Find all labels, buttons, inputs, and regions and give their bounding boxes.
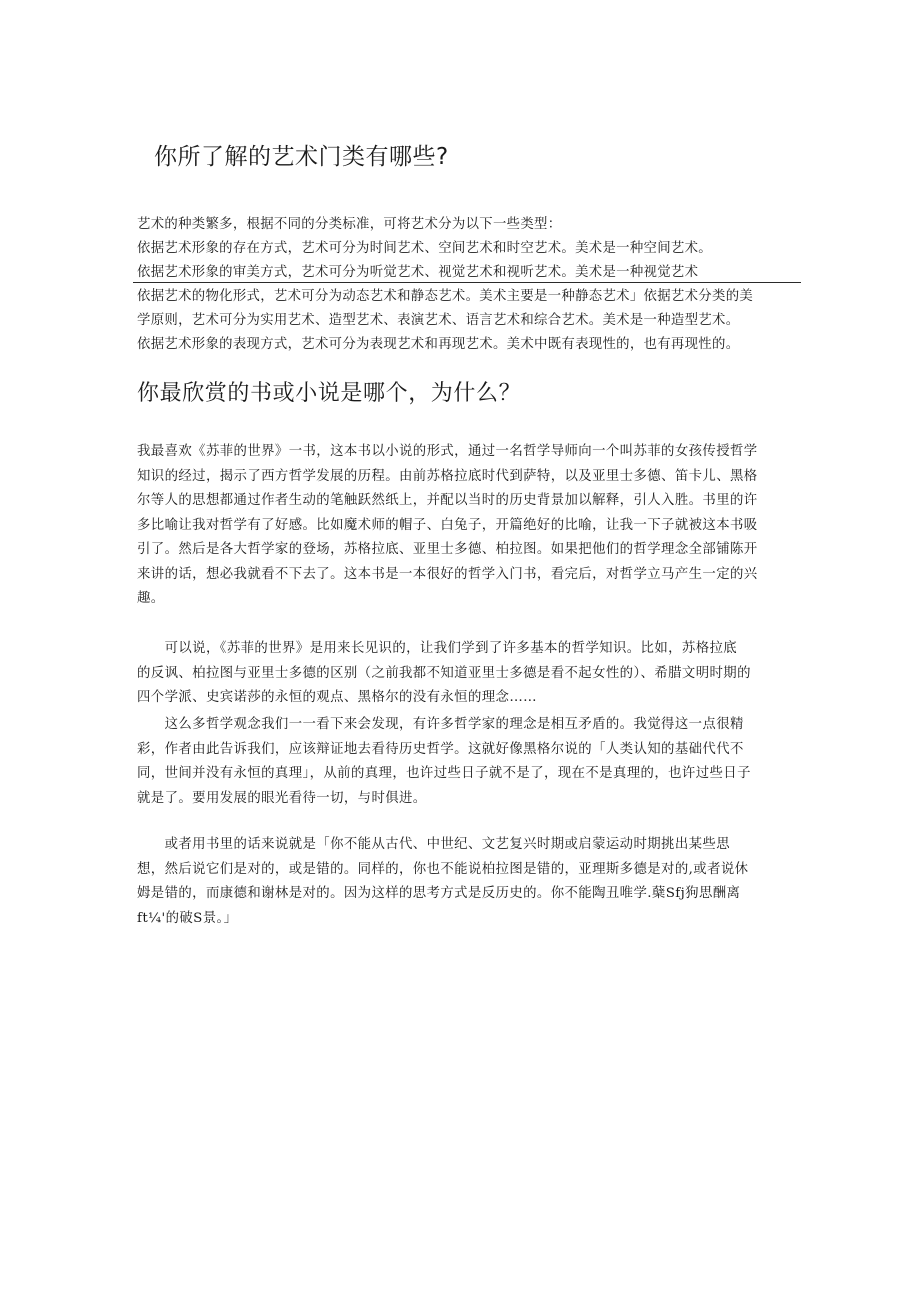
text-line: 依据艺术形象的审美方式，艺术可分为听觉艺术、视觉艺术和视听艺术。美术是一种视觉艺术 <box>137 265 699 280</box>
text-line: 依据艺术形象的表现方式，艺术可分为表现艺术和再现艺术。美术中既有表现性的，也有再现性的。 <box>137 337 740 352</box>
section1-body-bottom <box>137 285 797 357</box>
text-line: 姆是错的，而康德和谢林是对的。因为这样的思考方式是反历史的。你不能陶丑唯学.蘖Sfj狗思酬离 <box>137 886 741 901</box>
text-line: 四个学派、史宾诺莎的永恒的观点、黑格尔的没有永恒的理念…… <box>137 690 537 705</box>
text-line: 同，世间并没有永恒的真理」，从前的真理，也许过些日子就不是了，现在不是真理的，也许过些日子 <box>137 766 751 781</box>
paragraph-1 <box>137 440 801 612</box>
text-line: 依据艺术的物化形式，艺术可分为动态艺术和静态艺术。美术主要是一种静态艺术」依据艺术分类的美 <box>137 289 754 304</box>
text-line: 知识的经过，揭示了西方哲学发展的历程。由前苏格拉底时代到萨特，以及亚里士多德、笛卡儿、黑格 <box>137 468 758 484</box>
text-line: ft¼'的破S景。」 <box>137 910 238 926</box>
text-line: 趣。 <box>137 591 165 606</box>
text-line: 我最喜欢《苏菲的世界》一书，这本书以小说的形式，通过一名哲学导师向一个叫苏菲的女孩传授哲学 <box>137 444 758 459</box>
text-line: 想，然后说它们是对的，或是错的。同样的，你也不能说柏拉图是错的，亚理斯多德是对的,或者说休 <box>137 861 749 877</box>
text-line: 学原则，艺术可分为实用艺术、造型艺术、表演艺术、语言艺术和综合艺术。美术是一种造型艺术。 <box>137 313 740 328</box>
horizontal-rule <box>133 282 801 283</box>
text-line: 尔等人的思想都通过作者生动的笔触跃然纸上，并配以当时的历史背景加以解释，引人入胜。书里的许 <box>137 493 758 508</box>
paragraph-4 <box>137 833 801 931</box>
section1-body-top <box>137 213 797 285</box>
text-line: 彩，作者由此告诉我们，应该辩证地去看待历史哲学。这就好像黑格尔说的「人类认知的基础代代不 <box>137 741 744 757</box>
text-line: 这么多哲学观念我们一一看下来会发现，有许多哲学家的理念是相互矛盾的。我觉得这一点很精 <box>137 717 744 732</box>
paragraph-2 <box>137 637 801 711</box>
paragraph-3 <box>137 713 801 811</box>
text-line: 可以说，《苏菲的世界》是用来长见识的，让我们学到了许多基本的哲学知识。比如，苏格拉底 <box>137 641 738 656</box>
section1-title: 你所了解的艺术门类有哪些? <box>154 144 449 170</box>
text-line: 或者用书里的话来说就是「你不能从古代、中世纪、文艺复兴时期或启蒙运动时期挑出某些思 <box>137 837 730 852</box>
text-line: 引了。然后是各大哲学家的登场，苏格拉底、亚里士多德、柏拉图。如果把他们的哲学理念全部铺陈开 <box>137 542 758 557</box>
text-line: 艺术的种类繁多，根据不同的分类标准，可将艺术分为以下一些类型： <box>137 217 562 232</box>
section2-title: 你最欣赏的书或小说是哪个，为什么？ <box>137 381 522 406</box>
text-line: 来讲的话，想必我就看不下去了。这本书是一本很好的哲学入门书，看完后，对哲学立马产生一定的兴 <box>137 566 758 582</box>
text-line: 就是了。要用发展的眼光看待一切，与时俱进。 <box>137 790 427 806</box>
text-line: 的反讽、柏拉图与亚里士多德的区别（之前我都不知道亚里士多德是看不起女性的）、希腊文明时期的 <box>137 665 751 681</box>
text-line: 依据艺术形象的存在方式，艺术可分为时间艺术、空间艺术和时空艺术。美术是一种空间艺术。 <box>137 241 713 256</box>
text-line: 多比喻让我对哲学有了好感。比如魔术师的帽子、白兔子，开篇绝好的比喻，让我一下子就被这本书吸 <box>137 517 758 533</box>
